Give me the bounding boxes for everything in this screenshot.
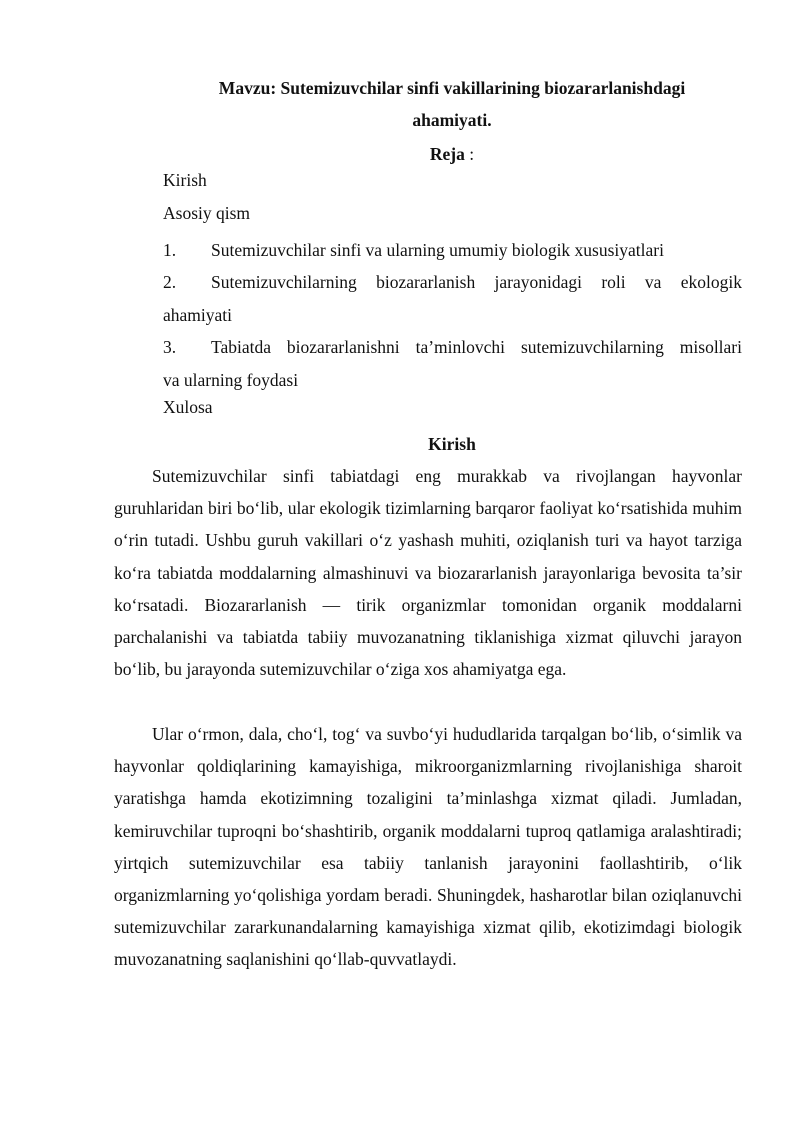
plan-item-text: Tabiatda biozararlanishni ta’minlovchi sutemizuvchilarning misollari <box>211 337 742 357</box>
section-heading: Kirish <box>428 434 476 454</box>
plan-item-intro: Kirish <box>163 170 207 190</box>
plan-item-text: Sutemizuvchilar sinfi va ularning umumiy biologik xususiyatlari <box>211 240 664 260</box>
plan-heading-suffix: : <box>464 144 475 164</box>
plan-item-number: 2. <box>163 272 177 292</box>
plan-heading <box>112 138 792 170</box>
plan-item-main: Asosiy qism <box>163 203 251 223</box>
plan-item-number: 1. <box>163 240 177 260</box>
title-line-1: Mavzu: Sutemizuvchilar sinfi vakillarining biozararlanishdagi <box>218 78 686 98</box>
plan-item-text-cont: va ularning foydasi <box>163 369 299 390</box>
paragraph-text: Sutemizuvchilar sinfi tabiatdagi eng murakkab va rivojlangan hayvonlar guruhlaridan biri bo‘lib, ular ekologik tizimlarning barqaror faoliyat ko‘rsatishida muhim o‘rin tutadi. Ushbu guruh vakillari o‘z yashash muhiti, oziqlanish turi va hayot tarziga ko‘ra tabiatda moddalarning almashinuvi va biozararlanish jarayonlariga bevosita ta’sir ko‘rsatadi. Biozararlanish — tirik organizmlar tomonidan organik moddalarni parchalanishi va tabiatda tabiiy muvozanatning tiklanishiga xizmat qiluvchi jarayon bo‘lib, bu jarayonda sutemizuvchilar o‘ziga xos ahamiyatga ega. <box>114 466 742 680</box>
title-line-2: ahamiyati. <box>412 110 492 130</box>
plan-item-text: Sutemizuvchilarning biozararlanish jarayonidagi roli va ekologik <box>211 272 742 292</box>
plan-numbered-item-2 <box>163 266 742 331</box>
plan-item-conclusion: Xulosa <box>163 397 213 417</box>
plan-item-text-cont: ahamiyati <box>163 304 233 325</box>
document-title <box>112 72 792 136</box>
plan-heading-label: Reja <box>429 144 465 164</box>
plan-numbered-item-3 <box>163 331 742 396</box>
plan-numbered-item-1 <box>163 234 742 267</box>
paragraph-2 <box>114 718 742 976</box>
plan-item-number: 3. <box>163 337 177 357</box>
paragraph-1 <box>114 460 742 685</box>
paragraph-text: Ular o‘rmon, dala, cho‘l, tog‘ va suvbo‘yi hududlarida tarqalgan bo‘lib, o‘simlik va hayvonlar qoldiqlarining kamayishiga, mikroorganizmlarning rivojlanishiga sharoit yaratishga hamda ekotizimning tozaligini ta’minlashga xizmat qiladi. Jumladan, kemiruvchilar tuproqni bo‘shashtirib, organik moddalarni tuproq qatlamiga aralashtiradi; yirtqich sutemizuvchilar esa tabiiy tanlanish jarayonini faollashtirib, o‘lik organizmlarning yo‘qolishiga yordam beradi. Shuningdek, hasharotlar bilan oziqlanuvchi sutemizuvchilar zararkunandalarning kamayishiga xizmat qilib, ekotizimdagi biologik muvozanatning saqlanishini qo‘llab-quvvatlaydi. <box>114 724 742 970</box>
